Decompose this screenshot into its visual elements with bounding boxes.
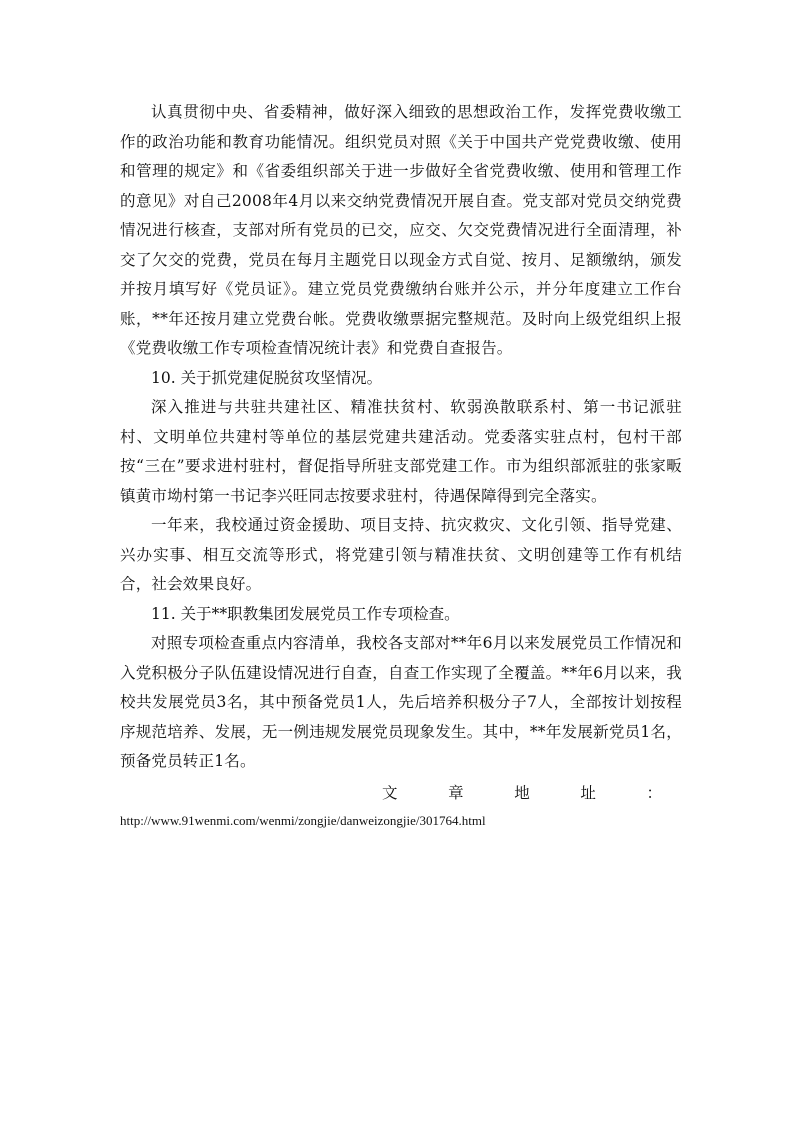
article-address-label: [120, 779, 662, 809]
paragraph-party-dues: 认真贯彻中央、省委精神，做好深入细致的思想政治工作，发挥党费收缴工作的政治功能和教育功能情况。组织党员对照《关于中国共产党党费收缴、使用和管理的规定》和《省委组织部关于进一步做好全省党费收缴、使用和管理工作的意见》对自己2008年4月以来交纳党费情况开展自查。党支部对党员交纳党费情况进行核查，支部对所有党员的已交，应交、欠交党费情况进行全面清理，补交了欠交的党费，党员在每月主题党日以现金方式自觉、按月、足额缴纳，颁发并按月填写好《党员证》。建立党员党费缴纳台账并公示，并分年度建立工作台账，**年还按月建立党费台帐。党费收缴票据完整规范。及时向上级党组织上报《党费收缴工作专项检查情况统计表》和党费自查报告。: [120, 103, 682, 357]
article-address-url[interactable]: http://www.91wenmi.com/wenmi/zongjie/danweizongjie/301764.html: [120, 813, 486, 828]
address-label-char: 址: [580, 783, 596, 802]
document-body: [120, 98, 682, 834]
address-label-char: 地: [514, 783, 530, 802]
section-11-heading: 11. 关于**职教集团发展党员工作专项检查。: [151, 604, 460, 623]
section-10-heading: 10. 关于抓党建促脱贫攻坚情况。: [151, 368, 383, 387]
paragraph-poverty-alleviation: 深入推进与共驻共建社区、精准扶贫村、软弱涣散联系村、第一书记派驻村、文明单位共建村等单位的基层党建共建活动。党委落实驻点村，包村干部按“三在”要求进村驻村，督促指导所驻支部党建工作。市为组织部派驻的张家畈镇黄市坳村第一书记李兴旺同志按要求驻村，待遇保障得到完全落实。: [120, 398, 682, 505]
paragraph-year-summary: 一年来，我校通过资金援助、项目支持、抗灾救灾、文化引领、指导党建、兴办实事、相互交流等形式，将党建引领与精准扶贫、文明创建等工作有机结合，社会效果良好。: [120, 516, 682, 593]
address-label-char: 章: [448, 783, 464, 802]
address-label-char: ：: [646, 783, 662, 802]
address-label-char: 文: [382, 783, 398, 802]
paragraph-member-development: 对照专项检查重点内容清单，我校各支部对**年6月以来发展党员工作情况和入党积极分子队伍建设情况进行自查，自查工作实现了全覆盖。**年6月以来，我校共发展党员3名，其中预备党员1人，先后培养积极分子7人，全部按计划按程序规范培养、发展，无一例违规发展党员现象发生。其中，**年发展新党员1名，预备党员转正1名。: [120, 634, 682, 770]
